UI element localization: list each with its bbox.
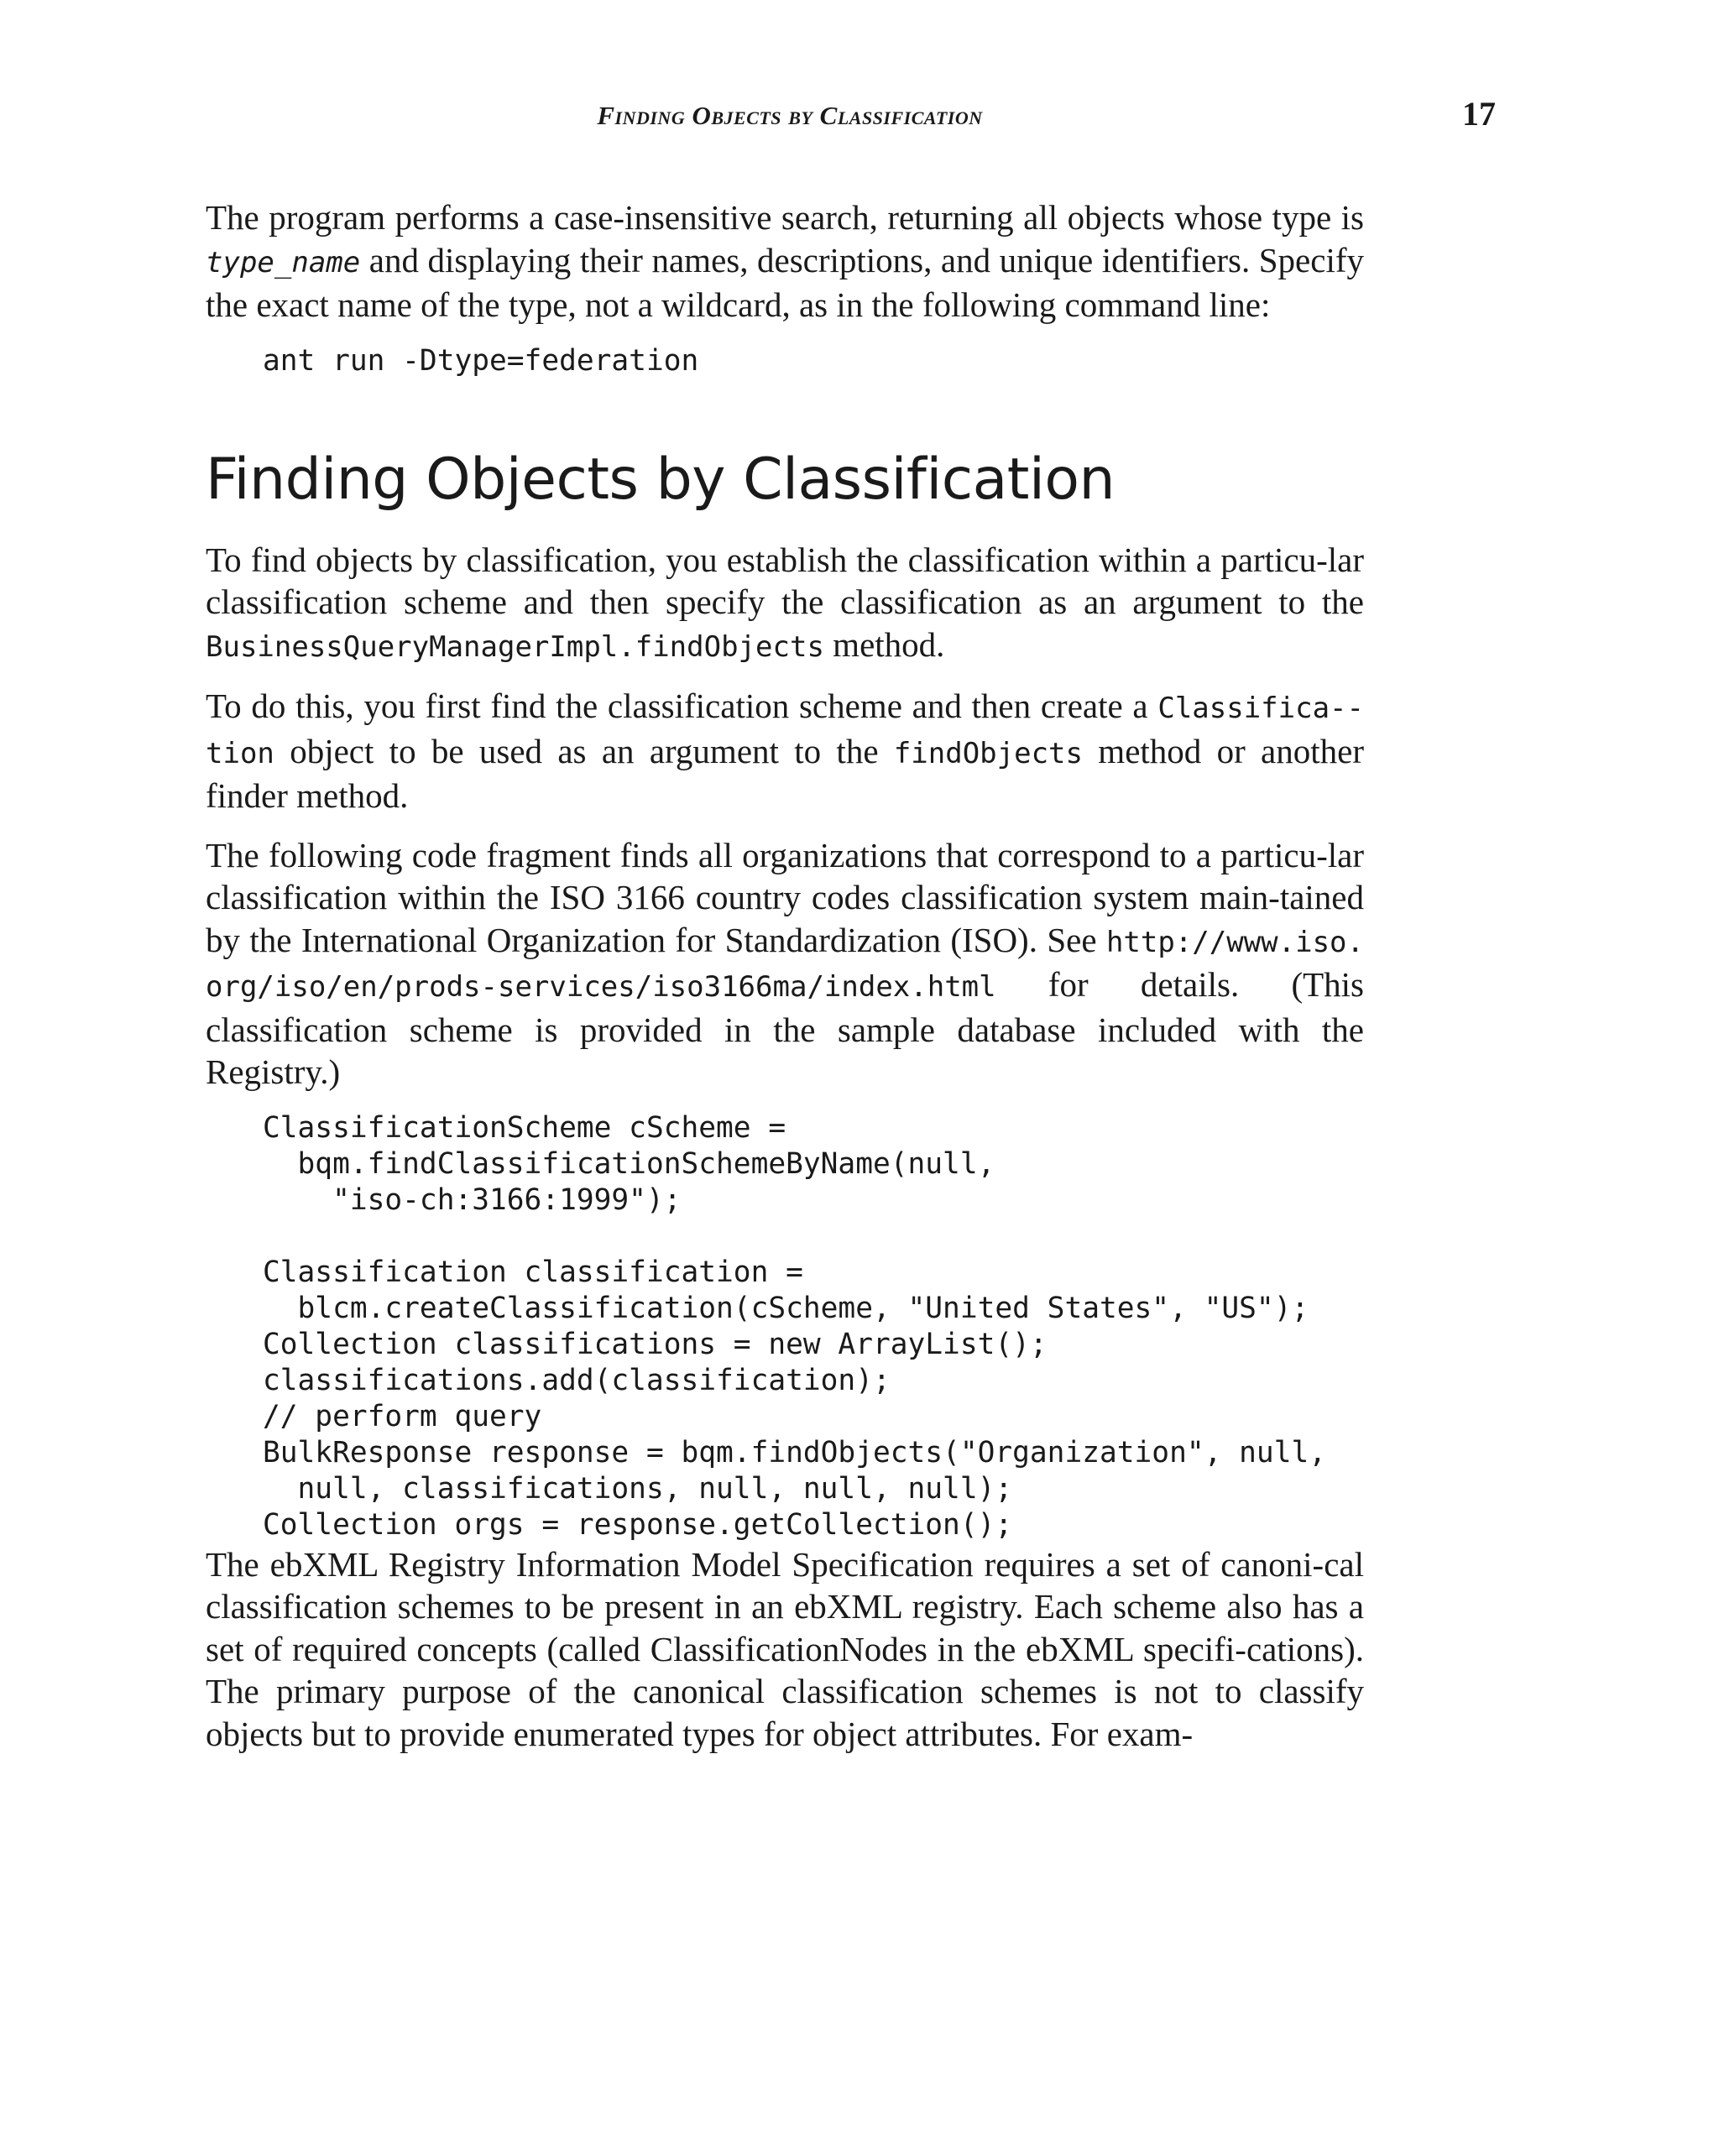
section-heading: Finding Objects by Classification xyxy=(206,446,1116,513)
text-run: method or another finder method. xyxy=(206,731,1365,815)
text-run: for details. (This classification scheme is provided in the sample database included with the Registry.) xyxy=(206,965,1364,1091)
url-link: http://www.iso.org/iso/en/prods-services/iso3166ma/index.html xyxy=(206,925,1364,1004)
paragraph-canonical-schemes: The ebXML Registry Information Model Specification requires a set of canoni-cal classification schemes to be present in an ebXML registry. Each scheme also has a set of required concepts (called ClassificationNodes in the ebXML specifi-cations). The primary purpose of the canonical classification schemes is not to classify objects but to provide enumerated types for object attributes. For exam- xyxy=(206,1544,1364,1753)
text-run: The following code fragment finds all organizations that correspond to a particu-lar classification within the ISO 3166 country codes classification system main-tained by the International Organization for Standardization (ISO). See xyxy=(206,835,1364,959)
inline-code: BusinessQueryManagerImpl.findObjects xyxy=(206,629,824,664)
text-run: To find objects by classification, you establish the classification within a particu-lar classification scheme and then specify the classification as an argument to the xyxy=(206,540,1364,621)
code-block-scheme-lookup: ClassificationScheme cScheme = bqm.findClassificationSchemeByName(null, "iso-ch:3166:1999"); xyxy=(263,1110,995,1217)
code-block-find-objects: Classification classification = blcm.createClassification(cScheme, "United States", "US"); Collection classifications = new ArrayList(); classifications.add(classification); // perform query BulkResponse response = bqm.findObjects("Organization", null, null, classifications, null, null, null); Collection orgs = response.getCollection(); xyxy=(263,1255,1327,1542)
code-gap xyxy=(206,1219,1364,1255)
page-number: 17 xyxy=(1462,95,1496,133)
running-head: Finding Objects by Classification xyxy=(597,101,983,130)
command-line-example: ant run -Dtype=federation xyxy=(263,343,699,378)
page-content xyxy=(206,196,1364,1772)
paragraph-intro xyxy=(206,539,1364,669)
text-run: and displaying their names, descriptions, and unique identifiers. Specify the exact name of the type, not a wildcard, as in the following command line: xyxy=(206,240,1364,324)
paragraph-iso-example xyxy=(206,834,1364,1094)
paragraph-type-search xyxy=(206,196,1364,326)
inline-code: type_name xyxy=(206,245,361,279)
inline-code: Classifica-tion xyxy=(206,692,1364,770)
text-run: To do this, you first find the classification scheme and then create a xyxy=(206,686,1158,725)
text-run: The program performs a case-insensitive search, returning all objects whose type is xyxy=(206,198,1364,237)
text-run: method. xyxy=(823,624,945,664)
text-run: object to be used as an argument to the xyxy=(274,731,894,770)
paragraph-steps xyxy=(206,685,1364,817)
inline-code: findObjects xyxy=(893,736,1083,770)
